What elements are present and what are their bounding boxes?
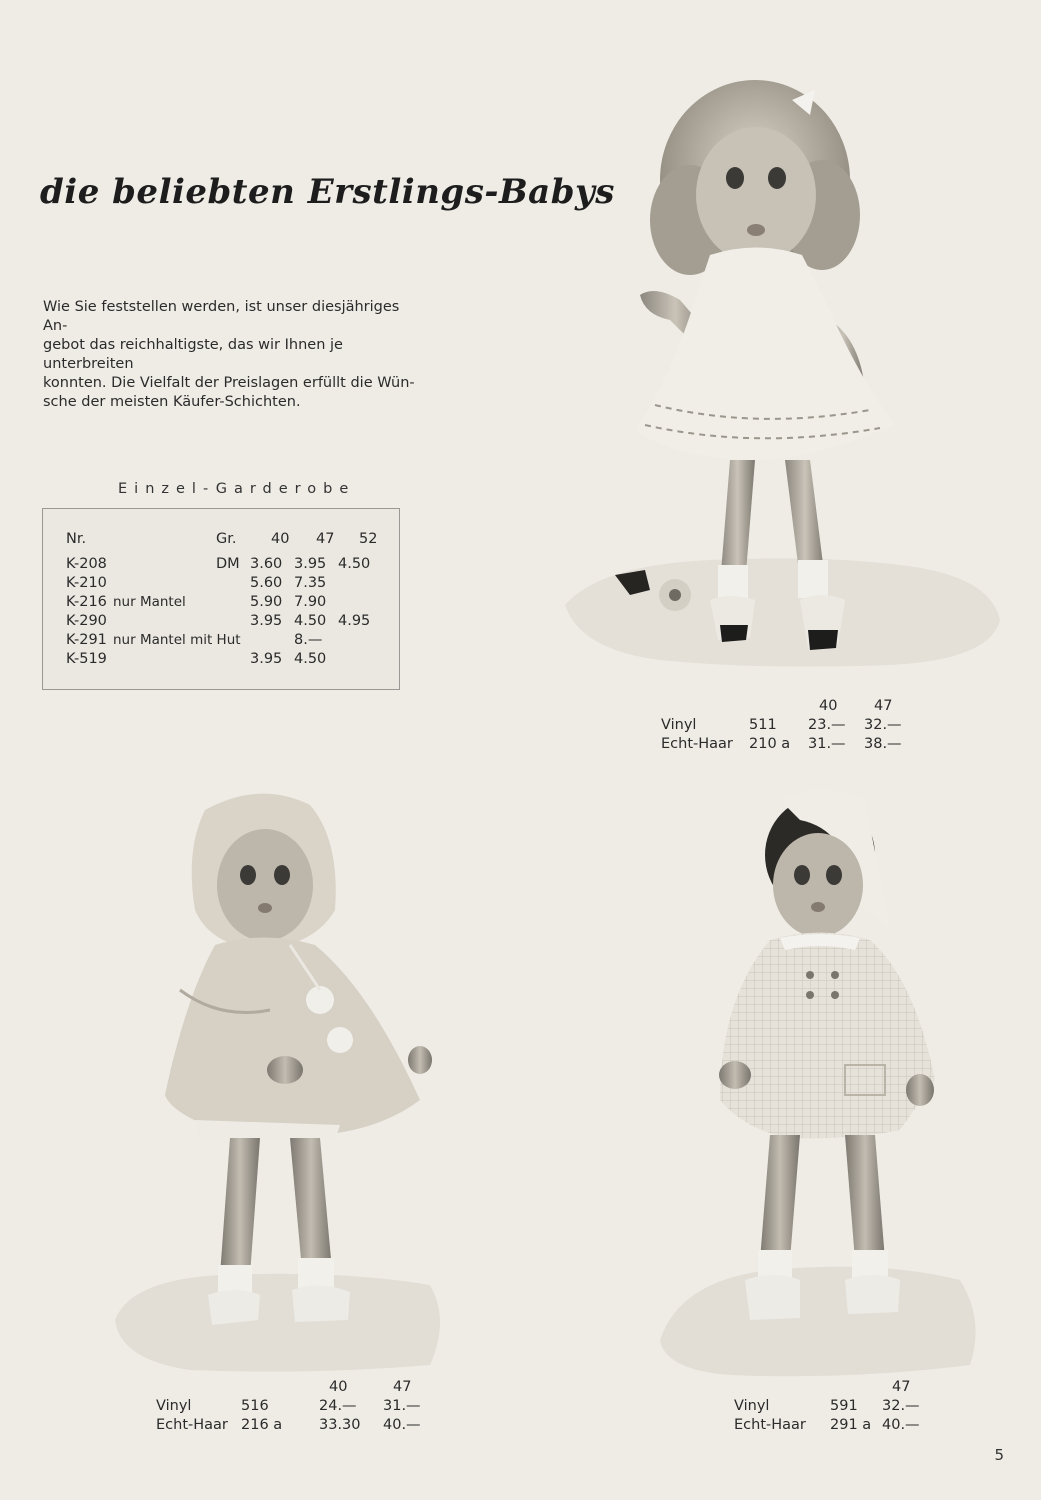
doll-price-caption — [156, 1378, 456, 1435]
doll-photo-fur-coat — [110, 780, 455, 1380]
item-number: K-291 — [66, 632, 107, 648]
item-note: nur Mantel — [113, 594, 186, 610]
size-label: 47 — [874, 698, 893, 714]
intro-line: sche der meisten Käufer-Schichten. — [43, 394, 301, 410]
intro-line: konnten. Die Vielfalt der Preislagen erfüllt die Wün- — [43, 375, 415, 391]
table-row — [66, 650, 396, 669]
price-40: 24.— — [319, 1398, 357, 1414]
column-header-40: 40 — [271, 531, 290, 547]
price-47: 32.— — [864, 717, 902, 733]
column-header-gr: Gr. — [216, 531, 237, 547]
price-47: 8.— — [294, 632, 323, 648]
doll-photo-white-dress — [560, 60, 1005, 675]
currency-label: DM — [216, 556, 240, 572]
price-52: 4.50 — [338, 556, 371, 572]
material-label: Echt-Haar — [156, 1417, 228, 1433]
price-40: 3.95 — [250, 613, 283, 629]
price-40: 3.60 — [250, 556, 283, 572]
material-label: Echt-Haar — [661, 736, 733, 752]
column-header-nr: Nr. — [66, 531, 87, 547]
garderobe-heading: Einzel-Garderobe — [118, 481, 356, 497]
table-row — [66, 612, 396, 631]
column-header-47: 47 — [316, 531, 335, 547]
price-47: 7.90 — [294, 594, 327, 610]
doll-price-caption — [734, 1378, 984, 1435]
price-47: 7.35 — [294, 575, 327, 591]
price-40: 31.— — [808, 736, 846, 752]
material-label: Echt-Haar — [734, 1417, 806, 1433]
price-row — [156, 1397, 456, 1416]
price-52: 4.95 — [338, 613, 371, 629]
garderobe-price-table — [42, 508, 400, 690]
material-label: Vinyl — [156, 1398, 192, 1414]
item-number: 210 a — [749, 736, 791, 752]
price-47: 4.50 — [294, 651, 327, 667]
price-row — [156, 1416, 456, 1435]
price-47: 38.— — [864, 736, 902, 752]
price-47: 4.50 — [294, 613, 327, 629]
item-note: nur Mantel mit Hut — [113, 632, 241, 648]
table-row — [66, 593, 396, 612]
item-number: 591 — [830, 1398, 858, 1414]
size-header-row — [661, 697, 961, 716]
item-number: 216 a — [241, 1417, 283, 1433]
size-header-row — [156, 1378, 456, 1397]
item-number: K-519 — [66, 651, 107, 667]
size-label: 47 — [892, 1379, 911, 1395]
item-number: 291 a — [830, 1417, 872, 1433]
price-47: 40.— — [882, 1417, 920, 1433]
item-number: K-290 — [66, 613, 107, 629]
intro-line: gebot das reichhaltigste, das wir Ihnen je unterbreiten — [43, 337, 343, 372]
table-header-row — [66, 530, 396, 549]
price-47: 32.— — [882, 1398, 920, 1414]
price-row — [734, 1416, 984, 1435]
column-header-52: 52 — [359, 531, 378, 547]
price-47: 31.— — [383, 1398, 421, 1414]
price-40: 5.60 — [250, 575, 283, 591]
size-header-row — [734, 1378, 984, 1397]
table-row — [66, 574, 396, 593]
price-40: 5.90 — [250, 594, 283, 610]
price-40: 3.95 — [250, 651, 283, 667]
page-number: 5 — [994, 1446, 1004, 1464]
page-title: die beliebten Erstlings-Babys — [40, 172, 615, 212]
price-row — [661, 735, 961, 754]
size-label: 40 — [329, 1379, 348, 1395]
item-number: 516 — [241, 1398, 269, 1414]
price-40: 33.30 — [319, 1417, 361, 1433]
price-row — [661, 716, 961, 735]
intro-line: Wie Sie feststellen werden, ist unser diesjähriges An- — [43, 299, 400, 334]
item-number: K-208 — [66, 556, 107, 572]
price-47: 3.95 — [294, 556, 327, 572]
doll-photo-quilted-coat — [650, 780, 995, 1380]
price-row — [734, 1397, 984, 1416]
material-label: Vinyl — [661, 717, 697, 733]
intro-paragraph — [43, 298, 423, 412]
price-40: 23.— — [808, 717, 846, 733]
item-number: 511 — [749, 717, 777, 733]
doll-price-caption — [661, 697, 961, 754]
table-row — [66, 555, 396, 574]
size-label: 40 — [819, 698, 838, 714]
item-number: K-216 — [66, 594, 107, 610]
item-number: K-210 — [66, 575, 107, 591]
size-label: 47 — [393, 1379, 412, 1395]
table-row — [66, 631, 396, 650]
material-label: Vinyl — [734, 1398, 770, 1414]
price-47: 40.— — [383, 1417, 421, 1433]
